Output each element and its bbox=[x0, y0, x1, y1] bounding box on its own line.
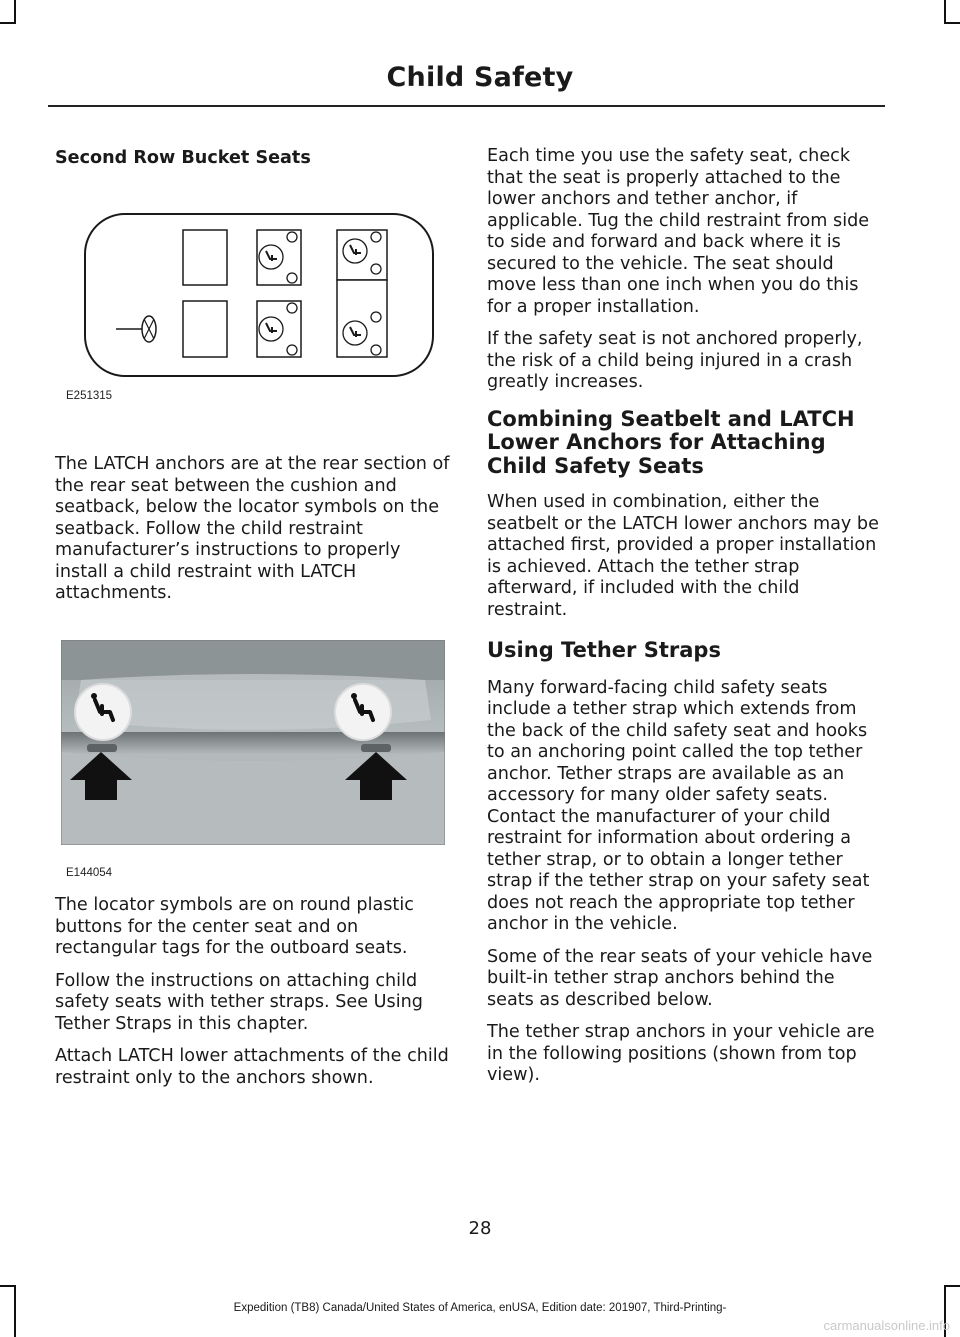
crop-mark bbox=[944, 0, 946, 24]
right-column bbox=[487, 146, 883, 1087]
section-heading: Combining Seatbelt and LATCH Lower Anchors for Attaching Child Safety Seats bbox=[487, 406, 855, 478]
left-text-block-1 bbox=[55, 454, 450, 605]
third-row-seat-with-anchors bbox=[337, 230, 387, 357]
crop-mark bbox=[0, 1285, 16, 1287]
crop-mark bbox=[944, 1285, 960, 1287]
footer-text: Expedition (TB8) Canada/United States of America, enUSA, Edition date: 201907, Third-Printing- bbox=[233, 1302, 727, 1314]
watermark: carmanualsonline.info bbox=[823, 1318, 950, 1333]
page-number: 28 bbox=[468, 1218, 492, 1239]
paragraph: The tether strap anchors in your vehicle are in the following positions (shown from top view). bbox=[487, 1022, 875, 1085]
paragraph: Many forward-facing child safety seats include a tether strap which extends from the back of the child safety seat and hooks to an anchoring point called the top tether anchor. Tether straps are available as an accessory for many older safety seats. Contact the manufacturer of your child restraint for information about ordering a tether strap, or to obtain a longer tether strap if the tether strap on your safety seat does not reach the appropriate top tether anchor in the vehicle. bbox=[487, 677, 870, 934]
child-seat-locator-icon bbox=[75, 684, 131, 740]
paragraph: The LATCH anchors are at the rear section of the rear seat between the cushion and seatback, below the locator symbols on the seatback. Follow the child restraint manufacturer’s instructions to properly install a child restraint with LATCH attachments. bbox=[55, 454, 450, 603]
child-seat-locator-icon bbox=[335, 684, 391, 740]
paragraph: Follow the instructions on attaching child safety seats with tether straps. See Using Tether Straps in this chapter. bbox=[55, 970, 423, 1034]
bucket-seat-with-anchors bbox=[257, 230, 301, 285]
paragraph: If the safety seat is not anchored properly, the risk of a child being injured in a crash greatly increases. bbox=[487, 329, 863, 392]
header-rule bbox=[48, 105, 885, 107]
paragraph: The locator symbols are on round plastic buttons for the center seat and on rectangular tags for the outboard seats. bbox=[55, 895, 414, 958]
section-heading: Using Tether Straps bbox=[487, 638, 721, 662]
seat-layout-diagram bbox=[84, 213, 434, 377]
left-text-block-2 bbox=[55, 895, 450, 1089]
paragraph: When used in combination, either the seatbelt or the LATCH lower anchors may be attached first, provided a proper installation is achieved. Attach the tether strap afterward, if included with the child restraint. bbox=[487, 492, 879, 620]
crop-mark bbox=[944, 22, 960, 24]
section-title: Second Row Bucket Seats bbox=[55, 148, 311, 168]
paragraph: Some of the rear seats of your vehicle have built-in tether strap anchors behind the seats as described below. bbox=[487, 946, 873, 1010]
figure-label: E251315 bbox=[66, 390, 113, 402]
paragraph: Each time you use the safety seat, check that the seat is properly attached to the lower anchors and tether anchor, if applicable. Tug the child restraint from side to side and forward and back where it is secured to the vehicle. The seat should move less than one inch when you do this for a proper installation. bbox=[487, 146, 870, 317]
figure-label: E144054 bbox=[66, 867, 113, 879]
bucket-seat-with-anchors bbox=[257, 301, 301, 357]
paragraph: Attach LATCH lower attachments of the child restraint only to the anchors shown. bbox=[55, 1046, 449, 1088]
latch-locator-photo bbox=[61, 640, 445, 845]
left-column bbox=[55, 146, 450, 170]
crop-mark bbox=[0, 22, 16, 24]
page-header-title: Child Safety bbox=[386, 62, 574, 93]
crop-mark bbox=[14, 0, 16, 24]
